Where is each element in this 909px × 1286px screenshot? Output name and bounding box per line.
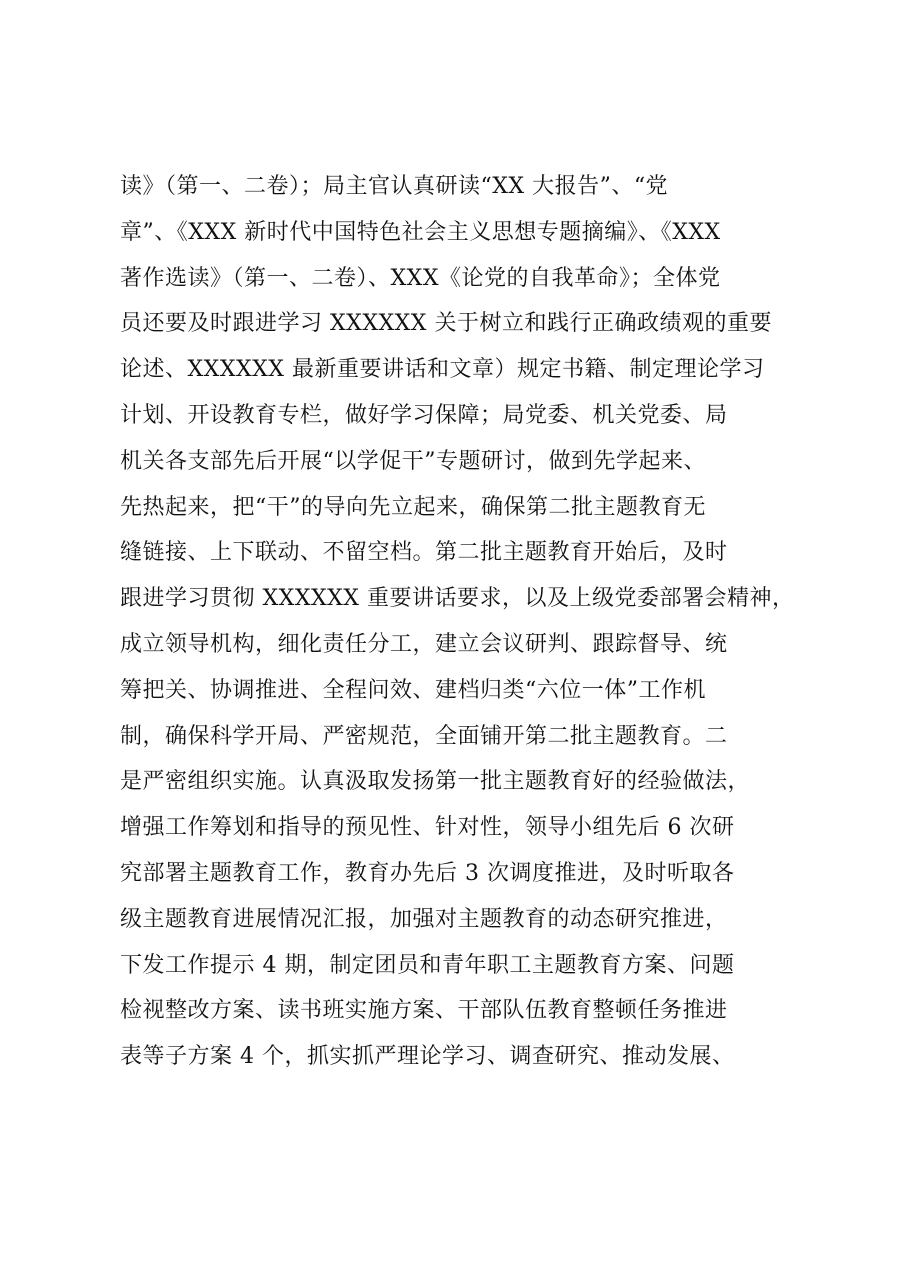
text-line: 机关各支部先后开展“以学促干”专题研讨，做到先学起来、 [120,448,706,474]
text-line: 究部署主题教育工作，教育办先后 3 次调度推进，及时听取各 [120,860,735,886]
text-line: 读》（第一、二卷）；局主官认真研读“XX 大报告”、“党 [120,174,669,199]
text-line: 表等子方案 4 个，抓实抓严理论学习、调查研究、推动发展、 [120,1044,735,1070]
text-line: 著作选读》（第一、二卷）、XXX《论党的自我革命》；全体党 [120,265,721,291]
text-line: 制，确保科学开局、严密规范，全面铺开第二批主题教育。二 [120,723,728,749]
text-line: 章”、《XXX 新时代中国特色社会主义思想专题摘编》、《XXX [120,219,721,245]
text-line: 缝链接、上下联动、不留空档。第二批主题教育开始后，及时 [120,540,728,566]
text-line: 论述、XXXXXX 最新重要讲话和文章）规定书籍、制定理论学习 [120,357,765,383]
text-line: 计划、开设教育专栏，做好学习保障；局党委、机关党委、局 [120,402,728,428]
text-line: 员还要及时跟进学习 XXXXXX 关于树立和践行正确政绩观的重要 [120,311,772,337]
text-line: 跟进学习贯彻 XXXXXX 重要讲话要求，以及上级党委部署会精神， [120,586,795,612]
text-line: 级主题教育进展情况汇报，加强对主题教育的动态研究推进， [120,906,728,932]
text-line: 增强工作筹划和指导的预见性、针对性，领导小组先后 6 次研 [120,815,735,841]
text-line: 筹把关、协调推进、全程问效、建档归类“六位一体”工作机 [120,677,706,703]
text-line: 先热起来，把“干”的导向先立起来，确保第二批主题教育无 [120,494,706,520]
text-line: 检视整改方案、读书班实施方案、干部队伍教育整顿任务推进 [120,998,728,1024]
text-line: 成立领导机构，细化责任分工，建立会议研判、跟踪督导、统 [120,631,728,657]
body-text [120,164,810,1080]
text-line: 是严密组织实施。认真汲取发扬第一批主题教育好的经验做法， [120,769,751,795]
text-line: 下发工作提示 4 期，制定团员和青年职工主题教育方案、问题 [120,952,735,978]
